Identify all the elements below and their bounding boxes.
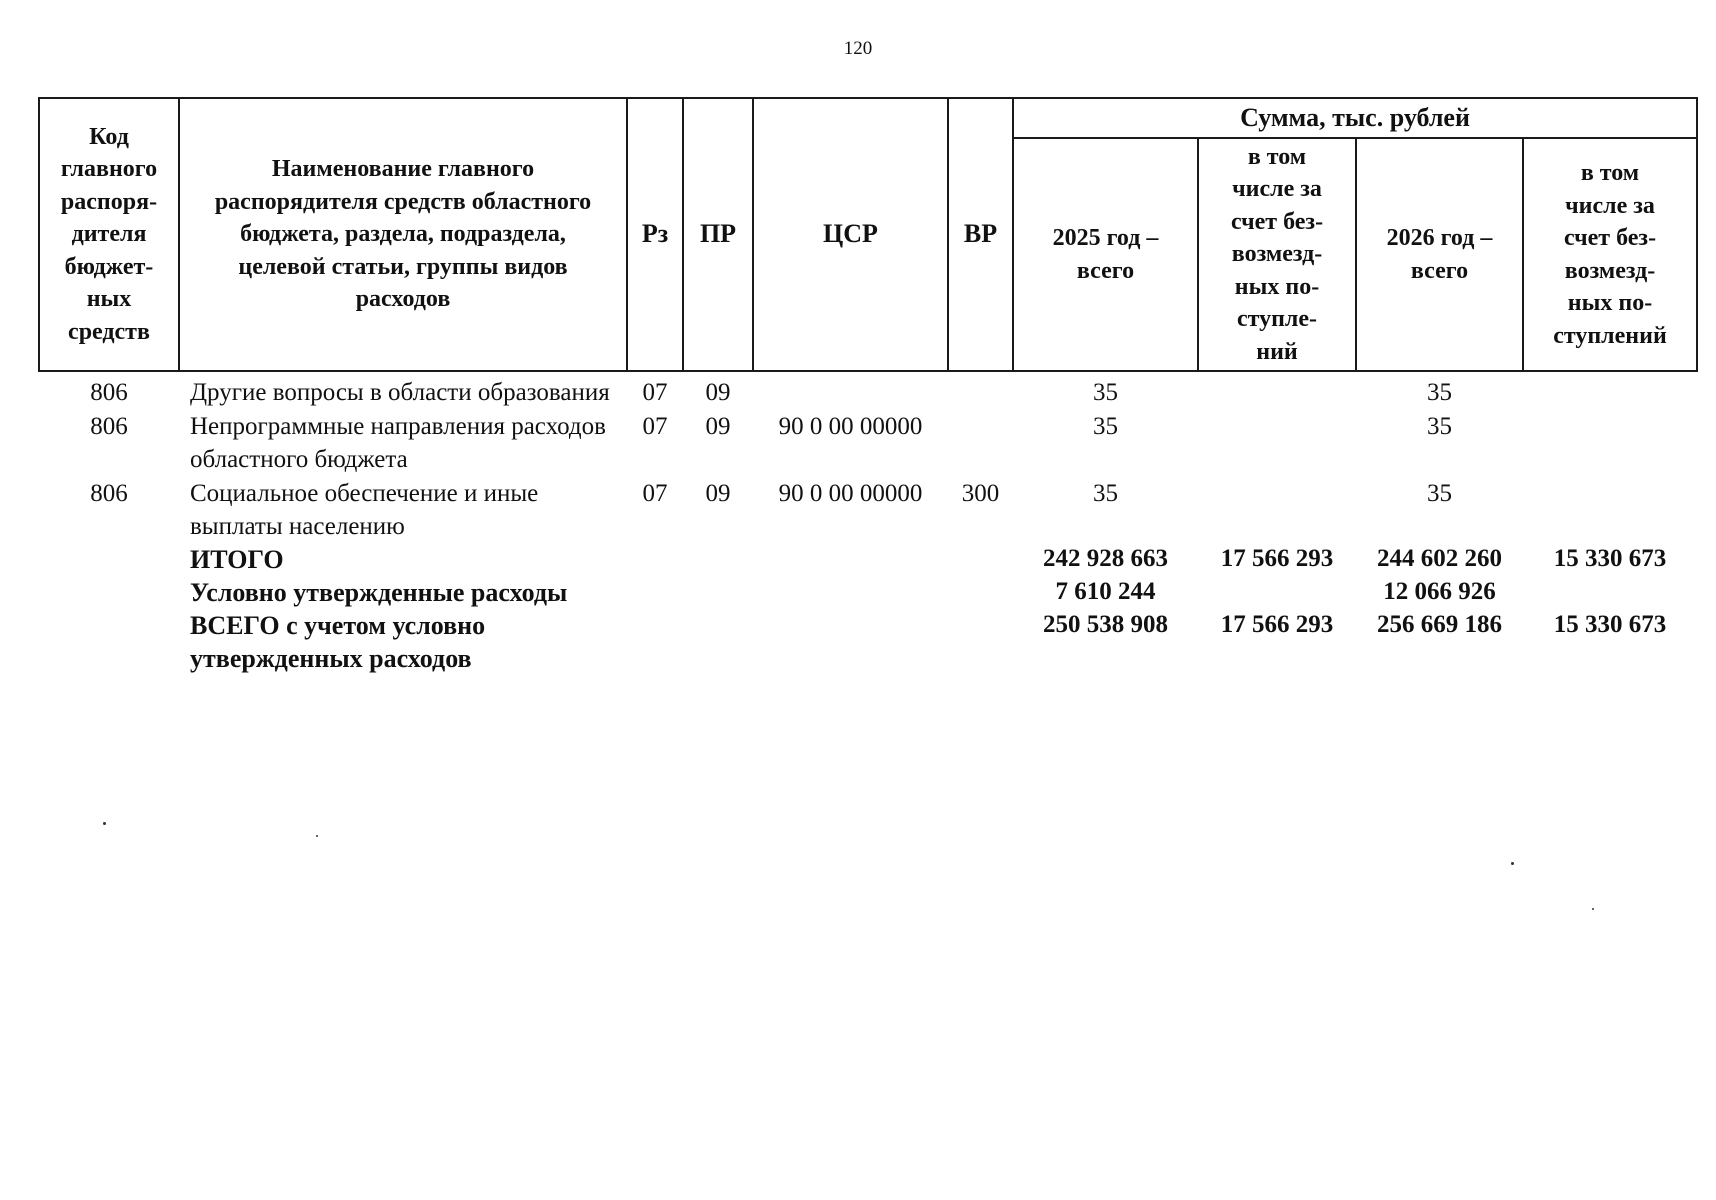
cell-pr: 09 <box>705 480 731 507</box>
header-vr: ВР <box>948 98 1013 371</box>
cell-2026-total: 35 <box>1427 379 1452 406</box>
header-pr: ПР <box>683 98 753 371</box>
cell-rz: 07 <box>642 379 668 406</box>
cell-2025-total: 35 <box>1093 379 1118 406</box>
cell-2026-grants <box>1523 409 1697 476</box>
cell-2025-total: 35 <box>1093 480 1118 507</box>
cell-csr <box>753 371 948 409</box>
cell-2025-grants: 17 566 293 <box>1220 611 1334 638</box>
cell-vr: 300 <box>961 480 1000 507</box>
cell-2025-total: 242 928 663 <box>1043 545 1168 572</box>
cell-kod: 806 <box>90 480 128 507</box>
scan-speck <box>1511 862 1514 865</box>
cell-2026-grants <box>1523 371 1697 409</box>
cell-2025-grants <box>1198 409 1356 476</box>
total-row-vsego <box>39 609 1697 675</box>
cell-rz: 07 <box>642 413 668 440</box>
cell-2026-grants <box>1523 576 1697 609</box>
table-row <box>39 371 1697 409</box>
cell-name: ВСЕГО с учетом условно утвержденных расходов <box>190 611 486 673</box>
cell-2026-total: 35 <box>1427 480 1452 507</box>
cell-csr: 90 0 00 00000 <box>778 413 923 440</box>
cell-2026-total: 244 602 260 <box>1377 545 1502 572</box>
cell-pr: 09 <box>705 379 731 406</box>
cell-kod <box>39 543 179 576</box>
cell-2025-grants: 17 566 293 <box>1220 545 1334 572</box>
cell-kod: 806 <box>90 413 128 440</box>
cell-2025-grants <box>1198 371 1356 409</box>
total-row-itogo <box>39 543 1697 576</box>
scan-speck <box>316 835 318 837</box>
cell-name: Непрограммные направления расходов областного бюджета <box>190 413 606 473</box>
table-row <box>39 409 1697 476</box>
cell-name: Условно утвержденные расходы <box>190 578 568 607</box>
cell-vr <box>948 371 1013 409</box>
cell-2026-grants <box>1523 476 1697 543</box>
table-header <box>39 98 1697 371</box>
header-csr: ЦСР <box>753 98 948 371</box>
cell-pr: 09 <box>705 413 731 440</box>
cell-2026-grants: 15 330 673 <box>1553 611 1667 638</box>
cell-vr <box>948 409 1013 476</box>
cell-2025-total: 250 538 908 <box>1043 611 1168 638</box>
cell-kod <box>39 609 179 675</box>
total-row-conditional <box>39 576 1697 609</box>
scan-speck <box>103 822 106 825</box>
cell-csr: 90 0 00 00000 <box>778 480 923 507</box>
table-body <box>39 371 1697 675</box>
header-2026-total: 2026 год – всего <box>1356 138 1523 371</box>
cell-2026-total: 35 <box>1427 413 1452 440</box>
header-2025-grants: в том числе за счет без-возмезд-ных по-ступле-ний <box>1198 138 1356 371</box>
cell-2025-grants <box>1198 576 1356 609</box>
header-sum-title: Сумма, тыс. рублей <box>1013 98 1697 138</box>
cell-kod: 806 <box>90 379 128 406</box>
cell-rz: 07 <box>642 480 668 507</box>
cell-2026-total: 256 669 186 <box>1377 611 1502 638</box>
cell-name: Социальное обеспечение и иные выплаты населению <box>190 480 539 540</box>
header-name: Наименование главного распорядителя средств областного бюджета, раздела, подраздела, целевой статьи, группы видов расходов <box>179 98 627 371</box>
table-row <box>39 476 1697 543</box>
cell-2026-grants: 15 330 673 <box>1553 545 1667 572</box>
cell-2026-total: 12 066 926 <box>1383 578 1496 605</box>
cell-2025-total: 35 <box>1093 413 1118 440</box>
header-kod: Код главного распоря-дителя бюджет-ных средств <box>39 98 179 371</box>
cell-2025-total: 7 610 244 <box>1055 578 1156 605</box>
cell-2025-grants <box>1198 476 1356 543</box>
cell-name: ИТОГО <box>190 545 284 574</box>
budget-table <box>38 97 1698 675</box>
cell-name: Другие вопросы в области образования <box>190 379 610 406</box>
header-rz: Рз <box>627 98 683 371</box>
scan-speck <box>1592 908 1594 910</box>
header-2026-grants: в том числе за счет без-возмезд-ных по-ступлений <box>1523 138 1697 371</box>
cell-kod <box>39 576 179 609</box>
header-2025-total: 2025 год – всего <box>1013 138 1198 371</box>
page-number: 120 <box>843 38 873 59</box>
